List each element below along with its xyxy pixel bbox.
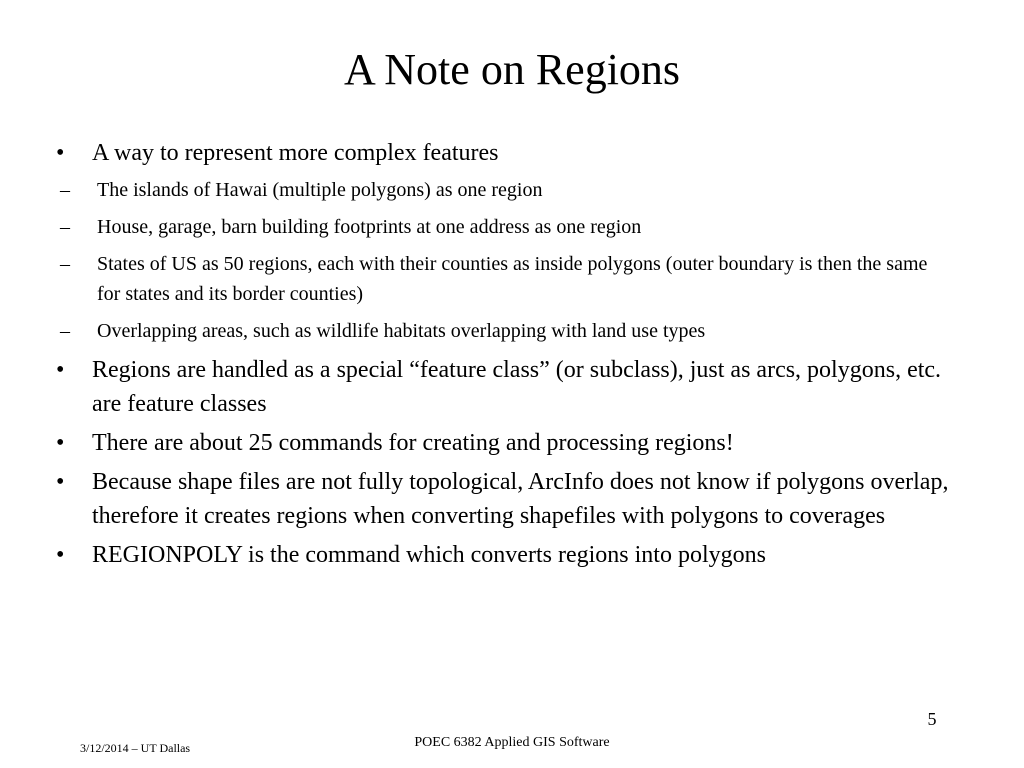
bullet-text: There are about 25 commands for creating and processing regions! <box>92 430 734 456</box>
slide-body <box>52 136 952 577</box>
bullet-marker: • <box>56 542 65 568</box>
sub-bullet-text: The islands of Hawai (multiple polygons) as one region <box>97 179 543 201</box>
sub-bullet-text: States of US as 50 regions, each with their counties as inside polygons (outer boundary is then the same for states and its border counties) <box>97 253 928 305</box>
bullet-item <box>52 465 952 533</box>
bullet-marker: • <box>56 140 65 166</box>
bullet-marker: • <box>56 469 65 495</box>
sub-bullet-marker: – <box>60 320 70 342</box>
footer-course-title: POEC 6382 Applied GIS Software <box>414 735 610 750</box>
bullet-text: Regions are handled as a special “feature class” (or subclass), just as arcs, polygons, etc. are feature classes <box>92 357 942 417</box>
sub-bullet-list <box>52 175 952 346</box>
bullet-marker: • <box>56 430 65 456</box>
sub-bullet-marker: – <box>60 216 70 238</box>
bullet-item <box>52 426 952 460</box>
sub-bullet-item <box>52 249 952 309</box>
bullet-text: REGIONPOLY is the command which converts regions into polygons <box>92 542 766 568</box>
bullet-text: Because shape files are not fully topological, ArcInfo does not know if polygons overlap, therefore it creates regions when converting shapefiles with polygons to coverages <box>92 469 949 529</box>
bullet-marker: • <box>56 357 65 383</box>
page-number: 5 <box>927 709 937 729</box>
sub-bullet-marker: – <box>60 253 70 275</box>
sub-bullet-item <box>52 175 952 205</box>
bullet-item <box>52 136 952 170</box>
bullet-item <box>52 353 952 421</box>
sub-bullet-marker: – <box>60 179 70 201</box>
footer-date: 3/12/2014 – UT Dallas <box>80 741 191 755</box>
bullet-text: A way to represent more complex features <box>92 140 499 166</box>
bullet-item <box>52 538 952 572</box>
sub-bullet-item <box>52 212 952 242</box>
slide-title: A Note on Regions <box>343 45 681 94</box>
sub-bullet-text: House, garage, barn building footprints at one address as one region <box>97 216 642 238</box>
sub-bullet-text: Overlapping areas, such as wildlife habitats overlapping with land use types <box>97 320 706 342</box>
sub-bullet-item <box>52 316 952 346</box>
